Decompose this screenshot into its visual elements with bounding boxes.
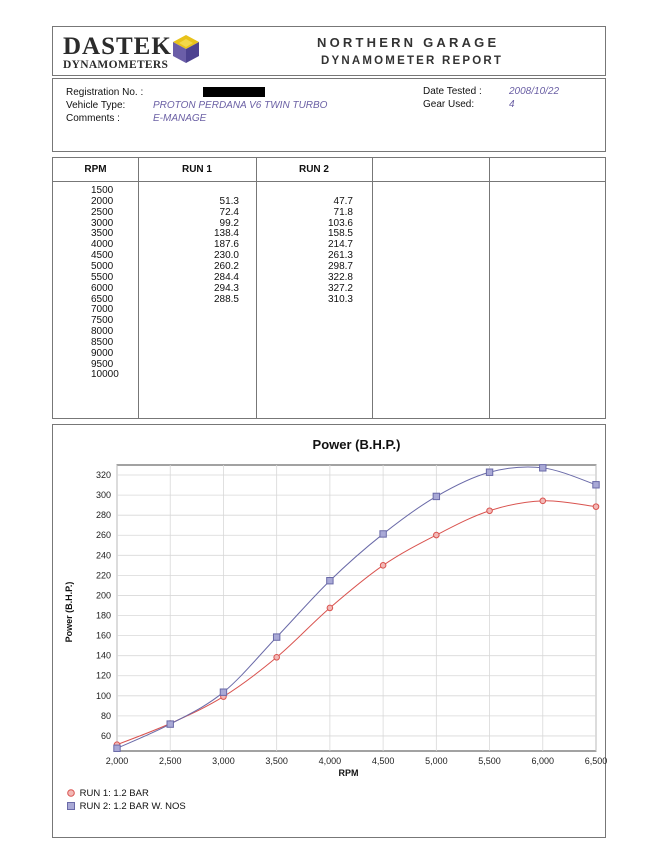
table-column-divider <box>372 158 373 418</box>
data-point-run2 <box>540 465 546 471</box>
registration-redacted <box>203 87 265 97</box>
data-point-run1 <box>540 498 546 504</box>
table-cell-rpm: 1500 <box>91 185 114 196</box>
table-cell-run1: 284.4 <box>213 271 239 283</box>
y-tick-label: 100 <box>95 690 111 701</box>
legend-run2 <box>65 801 186 812</box>
y-tick-label: 120 <box>95 670 111 681</box>
data-point-run1 <box>593 504 599 510</box>
table-cell-run2: 47.7 <box>333 195 353 207</box>
y-tick-label: 80 <box>100 710 111 721</box>
table-cell-run2: 103.6 <box>327 217 353 229</box>
y-tick-label: 60 <box>100 730 111 741</box>
table-cell-run1: 138.4 <box>213 228 239 240</box>
table-cell-run1: 187.6 <box>213 239 239 251</box>
gear-used-value: 4 <box>509 99 515 110</box>
rpm-power-table <box>52 157 606 419</box>
table-cell-run2: 158.5 <box>327 228 353 240</box>
table-cell-rpm: 2500 <box>91 206 114 218</box>
table-column-divider <box>256 158 257 418</box>
y-tick-label: 240 <box>95 550 111 561</box>
vehicle-info-panel <box>52 78 606 152</box>
data-point-run2 <box>433 493 439 499</box>
data-point-run1 <box>434 532 440 538</box>
table-cell-rpm: 9000 <box>91 347 114 359</box>
y-tick-label: 320 <box>95 470 111 481</box>
x-tick-label: 3,500 <box>265 756 288 766</box>
logo-subtitle: DYNAMOMETERS <box>63 59 169 71</box>
table-header-divider <box>53 181 605 182</box>
table-column-divider <box>138 158 139 418</box>
data-point-run2 <box>327 578 333 584</box>
table-cell-run1: 288.5 <box>213 293 239 305</box>
table-header-run1: RUN 1 <box>181 164 212 175</box>
x-tick-label: 4,000 <box>318 756 342 766</box>
x-tick-label: 4,500 <box>371 756 395 766</box>
comments-label: Comments : <box>66 113 120 124</box>
legend-run2-label: RUN 2: 1.2 BAR W. NOS <box>79 801 186 812</box>
y-tick-label: 260 <box>95 530 111 541</box>
power-chart <box>53 425 608 837</box>
table-cell-run2: 327.2 <box>327 282 353 294</box>
vehicle-type-label: Vehicle Type: <box>66 100 126 111</box>
table-cell-rpm: 7500 <box>91 315 114 327</box>
table-cell-run1: 99.2 <box>219 217 239 229</box>
table-cell-run2: 214.7 <box>327 239 353 251</box>
y-tick-label: 300 <box>95 490 111 501</box>
data-point-run2 <box>220 689 226 695</box>
table-cell-run2: 261.3 <box>327 250 353 262</box>
data-point-run1 <box>274 654 280 660</box>
table-cell-rpm: 10000 <box>91 369 119 381</box>
table-header-rpm: RPM <box>84 164 107 175</box>
table-cell-run1: 294.3 <box>213 282 239 294</box>
date-tested-label: Date Tested : <box>423 86 482 97</box>
y-tick-label: 200 <box>95 590 111 601</box>
table-cell-run1: 72.4 <box>219 206 239 218</box>
x-tick-label: 3,000 <box>212 756 235 766</box>
vehicle-type-value: PROTON PERDANA V6 TWIN TURBO <box>153 100 328 111</box>
y-tick-label: 160 <box>95 630 111 641</box>
chart-title: Power (B.H.P.) <box>312 437 401 452</box>
data-point-run1 <box>487 508 493 514</box>
plot-area <box>117 465 596 751</box>
x-axis-label: RPM <box>338 768 359 778</box>
table-cell-run2: 310.3 <box>327 293 353 305</box>
x-tick-label: 5,500 <box>478 756 501 766</box>
table-cell-rpm: 3500 <box>91 228 114 240</box>
logo-wordmark: DASTEK <box>63 33 172 60</box>
table-cell-rpm: 4500 <box>91 250 114 262</box>
y-axis-label: Power (B.H.P.) <box>64 581 74 643</box>
dastek-logo <box>63 35 172 71</box>
x-tick-label: 6,000 <box>531 756 555 766</box>
data-point-run2 <box>167 721 173 727</box>
table-cell-rpm: 2000 <box>91 195 114 207</box>
y-tick-label: 280 <box>95 510 111 521</box>
table-header-run2: RUN 2 <box>298 164 329 175</box>
legend-run1 <box>65 788 149 799</box>
square-marker-icon <box>65 801 77 811</box>
table-cell-rpm: 4000 <box>91 239 114 251</box>
y-tick-label: 220 <box>95 570 111 581</box>
data-point-run2 <box>114 745 120 751</box>
x-tick-label: 5,000 <box>425 756 448 766</box>
table-cell-run2: 298.7 <box>327 260 353 272</box>
data-point-run1 <box>380 563 386 569</box>
table-cell-rpm: 5500 <box>91 271 114 283</box>
comments-value: E-MANAGE <box>153 113 207 124</box>
table-cell-run1: 230.0 <box>213 250 239 262</box>
data-point-run2 <box>593 482 599 488</box>
table-cell-rpm: 8500 <box>91 336 114 348</box>
table-cell-rpm: 7000 <box>91 304 114 316</box>
registration-label: Registration No. : <box>66 87 144 98</box>
x-tick-label: 2,500 <box>158 756 182 766</box>
date-tested-value: 2008/10/22 <box>509 86 560 97</box>
data-point-run2 <box>273 634 279 640</box>
dastek-cube-icon <box>171 33 201 65</box>
table-cell-rpm: 6500 <box>91 293 114 305</box>
table-column-divider <box>489 158 490 418</box>
data-point-run2 <box>486 469 492 475</box>
power-chart-panel <box>52 424 606 838</box>
report-title: DYNAMOMETER REPORT <box>321 55 504 67</box>
table-cell-run2: 71.8 <box>333 206 353 218</box>
table-cell-rpm: 9500 <box>91 358 114 370</box>
legend-run1-label: RUN 1: 1.2 BAR <box>79 788 149 799</box>
x-tick-label: 6,500 <box>584 756 608 766</box>
table-cell-rpm: 3000 <box>91 217 114 229</box>
table-cell-rpm: 6000 <box>91 282 114 294</box>
table-cell-rpm: 5000 <box>91 260 114 272</box>
report-header <box>52 26 606 76</box>
table-cell-run2: 322.8 <box>327 271 353 283</box>
garage-name: NORTHERN GARAGE <box>317 35 500 50</box>
table-cell-run1: 260.2 <box>213 260 239 272</box>
y-tick-label: 180 <box>95 610 111 621</box>
table-cell-run1: 51.3 <box>219 195 239 207</box>
data-point-run1 <box>327 605 333 611</box>
table-cell-rpm: 8000 <box>91 326 114 338</box>
gear-used-label: Gear Used: <box>423 99 475 110</box>
data-point-run2 <box>380 531 386 537</box>
circle-marker-icon <box>65 788 77 798</box>
x-tick-label: 2,000 <box>105 756 129 766</box>
y-tick-label: 140 <box>95 650 111 661</box>
